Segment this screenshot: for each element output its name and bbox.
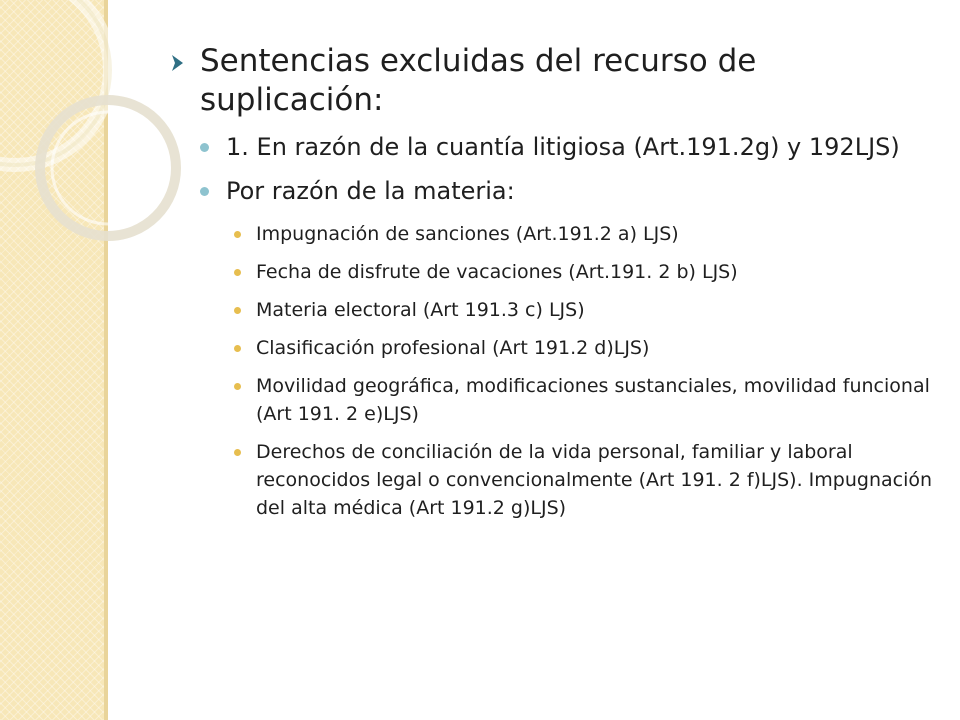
ring-large (0, 0, 110, 165)
list-item-cuantia (168, 132, 938, 162)
ring-small-inner (52, 112, 164, 224)
slide-content (168, 42, 938, 532)
sub-item-sanciones (168, 220, 938, 248)
list-item-text: Por razón de la materia: (226, 177, 515, 205)
heading-item (168, 42, 938, 120)
sub-item-text: Clasificación profesional (Art 191.2 d)LJS) (256, 337, 650, 359)
sub-item-text: Materia electoral (Art 191.3 c) LJS) (256, 299, 585, 321)
sub-item-text: Impugnación de sanciones (Art.191.2 a) LJS) (256, 223, 679, 245)
sub-bullet-icon (234, 307, 241, 314)
ring-small (40, 100, 176, 236)
heading-text: Sentencias excluidas del recurso de suplicación: (200, 43, 757, 118)
sub-bullet-icon (234, 231, 241, 238)
list-item-materia (168, 176, 938, 206)
bullet-icon (200, 187, 209, 196)
sub-bullet-icon (234, 383, 241, 390)
sub-bullet-icon (234, 269, 241, 276)
sub-item-clasificacion (168, 334, 938, 362)
sub-bullet-icon (234, 345, 241, 352)
sub-item-movilidad (168, 372, 938, 428)
sub-item-text: Fecha de disfrute de vacaciones (Art.191. 2 b) LJS) (256, 261, 738, 283)
bullet-icon (200, 143, 209, 152)
sub-item-vacaciones (168, 258, 938, 286)
list-item-text: 1. En razón de la cuantía litigiosa (Art.191.2g) y 192LJS) (226, 133, 900, 161)
sub-item-conciliacion (168, 438, 938, 522)
sub-item-text: Derechos de conciliación de la vida personal, familiar y laboral reconocidos legal o convencionalmente (Art 191. 2 f)LJS). Impugnación del alta médica (Art 191.2 g)LJS) (256, 441, 933, 519)
sub-item-text: Movilidad geográfica, modificaciones sustanciales, movilidad funcional (Art 191. 2 e)LJS) (256, 375, 930, 425)
sub-item-electoral (168, 296, 938, 324)
sub-bullet-icon (234, 449, 241, 456)
arrow-bullet-icon (168, 53, 188, 73)
